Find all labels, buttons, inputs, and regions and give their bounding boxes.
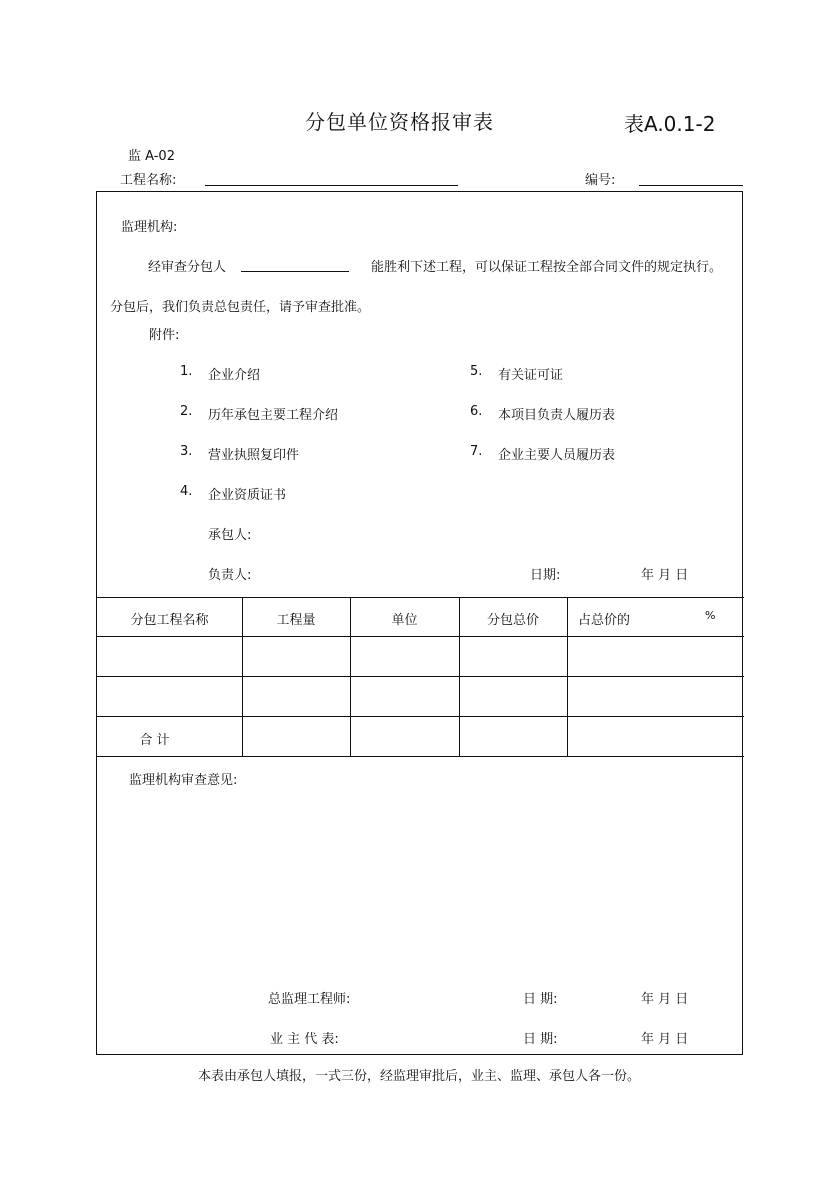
attachment-number: 4. (180, 484, 193, 499)
attachment-item: 企业介绍 (208, 368, 261, 383)
divider (97, 756, 744, 757)
request-text: 分包后，我们负责总包责任，请予审查批准。 (110, 300, 371, 315)
subcontractor-name-field[interactable] (241, 271, 349, 272)
attachment-item: 企业主要人员履历表 (498, 448, 616, 463)
owner-rep-label: 业 主 代 表: (270, 1032, 339, 1047)
contractor-label: 承包人: (208, 528, 252, 543)
agency-label: 监理机构: (121, 220, 178, 235)
table-header-unit: 单位 (391, 613, 418, 628)
form-code: 监 A-02 (128, 149, 175, 164)
date-ymd: 年 月 日 (641, 1032, 689, 1047)
page-title: 分包单位资格报审表 (305, 110, 494, 134)
attachment-number: 6. (470, 404, 483, 419)
attachment-item: 企业资质证书 (208, 488, 287, 503)
divider (97, 716, 744, 717)
table-row[interactable] (98, 677, 741, 715)
table-header-total-price: 分包总价 (486, 613, 539, 628)
total-label: 合 计 (139, 733, 170, 748)
attachment-number: 3. (180, 444, 193, 459)
attachment-item: 历年承包主要工程介绍 (208, 408, 339, 423)
attachment-number: 2. (180, 404, 193, 419)
date-label: 日 期: (523, 1032, 558, 1047)
percent-sign: % (705, 609, 716, 622)
subcontractor-suffix: 能胜利下述工程，可以保证工程按全部合同文件的规定执行。 (371, 260, 723, 275)
date-label: 日期: (530, 568, 561, 583)
date-ymd: 年 月 日 (641, 992, 689, 1007)
form-number: 表A.0.1-2 (624, 112, 716, 136)
attachment-item: 本项目负责人履历表 (498, 408, 616, 423)
divider (97, 597, 744, 598)
project-name-label: 工程名称: (120, 173, 177, 188)
table-header-name: 分包工程名称 (130, 613, 209, 628)
date-ymd: 年 月 日 (641, 568, 689, 583)
table-header-ratio: 占总价的 (578, 613, 631, 628)
project-name-field[interactable] (205, 185, 458, 186)
date-label: 日 期: (523, 992, 558, 1007)
attachment-item: 有关证可证 (498, 368, 564, 383)
table-header-quantity: 工程量 (276, 613, 316, 628)
table-row[interactable] (98, 637, 741, 675)
attachment-number: 5. (470, 364, 483, 379)
footer-note: 本表由承包人填报，一式三份，经监理审批后，业主、监理、承包人各一份。 (198, 1069, 641, 1084)
opinion-label: 监理机构审查意见: (129, 773, 238, 788)
number-label: 编号: (585, 173, 616, 188)
chief-engineer-label: 总监理工程师: (268, 992, 351, 1007)
subcontractor-prefix: 经审查分包人 (148, 260, 227, 275)
number-field[interactable] (639, 185, 743, 186)
attachment-item: 营业执照复印件 (208, 448, 300, 463)
responsible-label: 负责人: (208, 568, 252, 583)
attachment-number: 7. (470, 444, 483, 459)
attachments-label: 附件: (149, 328, 180, 343)
attachment-number: 1. (180, 364, 193, 379)
